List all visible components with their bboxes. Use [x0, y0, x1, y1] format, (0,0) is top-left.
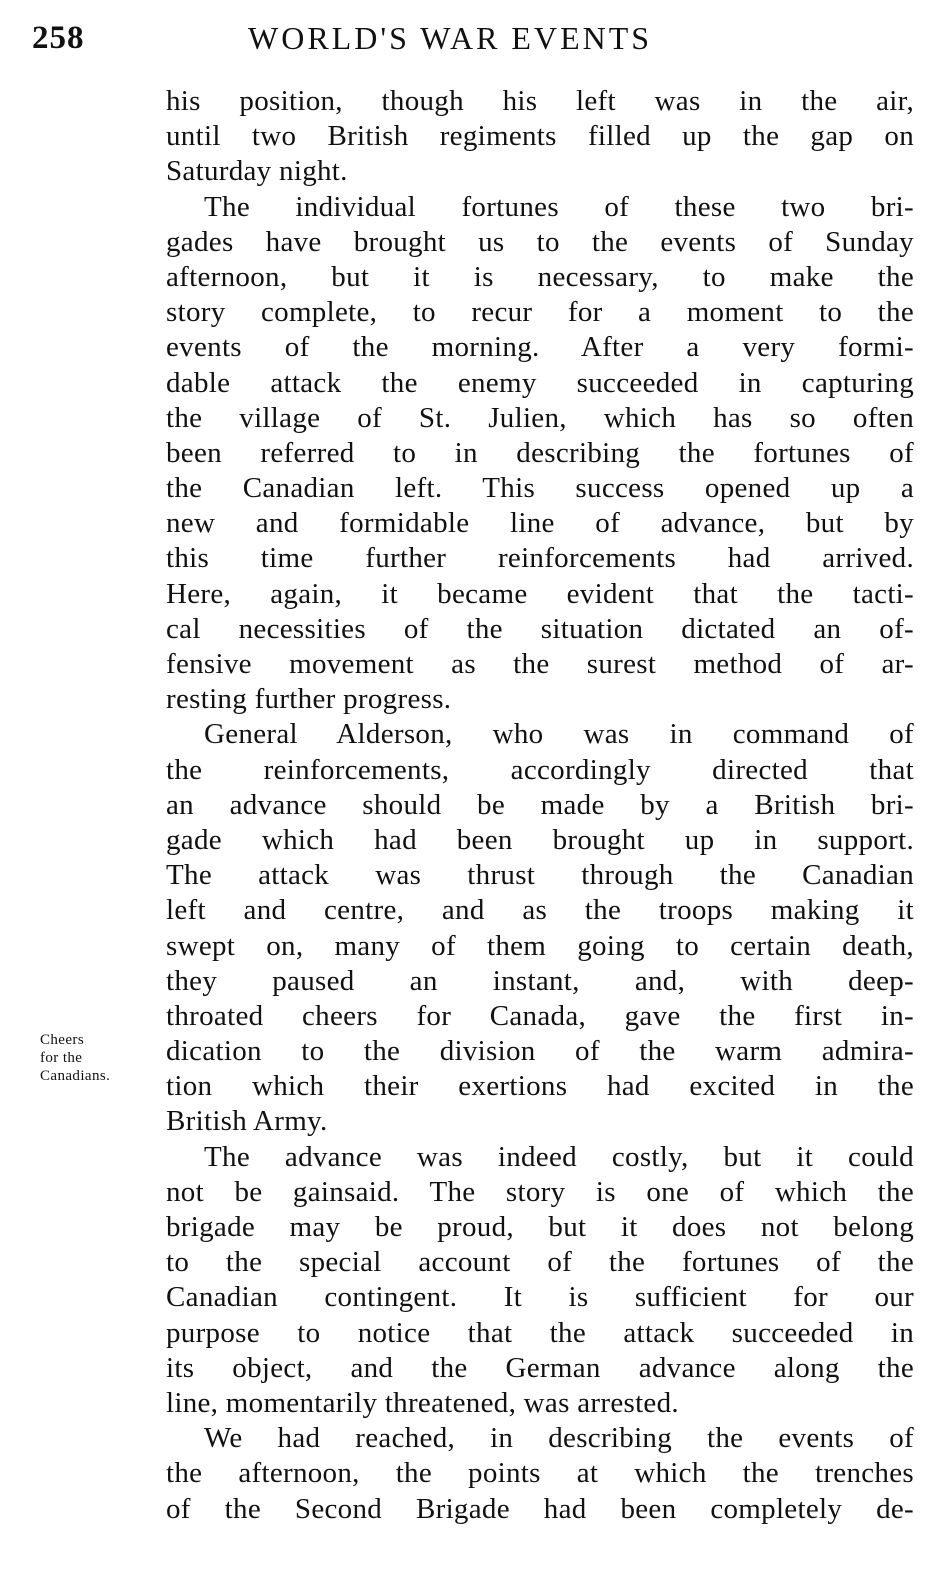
text-line: its object, and the German advance along the: [166, 1351, 914, 1384]
text-line: throated cheers for Canada, gave the first in-: [166, 999, 914, 1032]
text-line: gades have brought us to the events of Sunday: [166, 225, 914, 258]
text-line: new and formidable line of advance, but by: [166, 507, 914, 540]
margin-note: [40, 1031, 162, 1085]
paragraph-4: [166, 1140, 914, 1422]
text-line: of the Second Brigade had been completely de-: [166, 1492, 914, 1525]
text-line: Here, again, it became evident that the tacti-: [166, 577, 914, 610]
text-line: Saturday night.: [166, 155, 348, 188]
paragraph-2: [166, 190, 914, 718]
text-line: afternoon, but it is necessary, to make the: [166, 260, 914, 293]
text-line: the Canadian left. This success opened up a: [166, 472, 914, 505]
text-line: this time further reinforcements had arrived.: [166, 542, 914, 575]
page-number: 258: [32, 20, 85, 56]
body-text: [166, 84, 914, 1527]
text-line: gade which had been brought up in support.: [166, 823, 914, 856]
text-line: to the special account of the fortunes of the: [166, 1246, 914, 1279]
text-line: until two British regiments filled up the gap on: [166, 120, 914, 153]
text-line: Canadian contingent. It is sufficient for our: [166, 1281, 914, 1314]
text-line: they paused an instant, and, with deep-: [166, 964, 914, 997]
text-line: the reinforcements, accordingly directed that: [166, 753, 914, 786]
text-line: not be gainsaid. The story is one of which the: [166, 1175, 914, 1208]
text-line: tion which their exertions had excited in the: [166, 1070, 914, 1103]
text-line: fensive movement as the surest method of ar-: [166, 648, 914, 680]
text-line: The individual fortunes of these two bri-: [204, 190, 914, 223]
margin-note-line: Canadians.: [40, 1068, 111, 1084]
text-line: story complete, to recur for a moment to the: [166, 296, 914, 329]
text-line: the afternoon, the points at which the trenches: [166, 1457, 914, 1490]
text-line: line, momentarily threatened, was arrested.: [166, 1386, 679, 1419]
text-line: swept on, many of them going to certain death,: [166, 929, 914, 962]
text-line: The attack was thrust through the Canadian: [166, 859, 914, 892]
text-line: resting further progress.: [166, 683, 452, 716]
paragraph-3: [166, 717, 914, 1139]
text-line: The advance was indeed costly, but it could: [204, 1140, 914, 1173]
text-line: We had reached, in describing the events of: [204, 1422, 914, 1455]
paragraph-1: [166, 84, 914, 190]
text-line: the village of St. Julien, which has so often: [166, 401, 914, 434]
margin-note-line: for the: [40, 1050, 83, 1066]
text-line: General Alderson, who was in command of: [204, 718, 914, 751]
text-line: dable attack the enemy succeeded in capturing: [166, 366, 914, 399]
text-line: dication to the division of the warm admira-: [166, 1035, 914, 1068]
text-line: events of the morning. After a very formi-: [166, 331, 914, 364]
running-title: WORLD'S WAR EVENTS: [248, 20, 653, 56]
text-line: British Army.: [166, 1105, 328, 1138]
text-line: an advance should be made by a British bri-: [166, 788, 914, 821]
text-line: left and centre, and as the troops making it: [166, 894, 914, 927]
text-line: purpose to notice that the attack succeeded in: [166, 1316, 914, 1349]
text-line: his position, though his left was in the air,: [166, 85, 914, 117]
text-line: cal necessities of the situation dictated an of-: [166, 612, 914, 645]
text-line: been referred to in describing the fortunes of: [166, 436, 914, 469]
text-line: brigade may be proud, but it does not belong: [166, 1211, 914, 1243]
paragraph-5: [166, 1421, 914, 1527]
margin-note-line: Cheers: [40, 1032, 85, 1048]
